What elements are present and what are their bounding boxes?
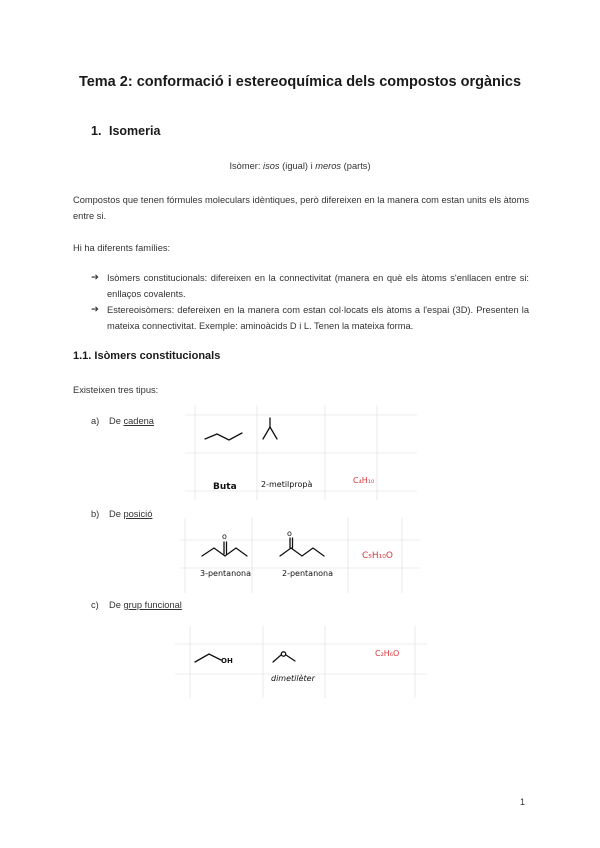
definition-meros-meaning: (parts) — [341, 161, 371, 171]
label-3-pentanone: 3-pentanona — [200, 569, 252, 578]
arrow-icon: ➔ — [91, 304, 99, 315]
sketch-posicio — [180, 518, 420, 593]
definition-meros: meros — [315, 161, 342, 171]
definition-prefix: Isòmer: — [229, 161, 264, 171]
oxygen-3-pentanone: o — [222, 532, 227, 541]
section-heading-isomeria — [91, 124, 160, 138]
section-number: 1. — [91, 124, 102, 138]
formula-cadena: C₄H₁₀ — [353, 476, 375, 485]
pentan-2-one-skeleton — [280, 538, 324, 556]
bullet-text: Isòmers constitucionals: difereixen en la connectivitat (manera en què els àtoms s'enllacen entre si: enllaços covalents. — [107, 273, 529, 299]
label-oh: OH — [221, 657, 233, 665]
types-intro: Existeixen tres tipus: — [73, 385, 159, 395]
formula-grup: C₂H₆O — [375, 649, 400, 658]
bullet-text: Estereoisòmers: defereixen en la manera com estan col·locats els àtoms a l'espai (3D). Presenten la mateixa connectivitat. Exemple: aminoàcids D i L. Tenen la mateixa forma. — [107, 305, 529, 331]
page-title: Tema 2: conformació i estereoquímica dels compostos orgànics — [78, 74, 522, 90]
section-title: Isomeria — [109, 124, 161, 138]
ethanol-skeleton — [195, 654, 221, 662]
type-item-posicio — [91, 509, 152, 519]
isobutane-skeleton — [263, 418, 277, 439]
arrow-icon: ➔ — [91, 272, 99, 283]
families-intro: Hi ha diferents famílies: — [73, 243, 171, 253]
type-label: c) — [91, 600, 99, 610]
label-2-pentanone: 2-pentanona — [282, 569, 334, 578]
label-butane: Buta — [213, 482, 237, 492]
grid-lines — [175, 626, 427, 698]
definition-line — [0, 158, 600, 174]
page-number: 1 — [520, 797, 526, 807]
type-prefix: De — [109, 600, 124, 610]
formula-posicio: C₅H₁₀O — [362, 551, 393, 561]
type-label: b) — [91, 509, 100, 519]
sketch-cadena — [185, 405, 417, 500]
type-label: a) — [91, 416, 100, 426]
dimethyl-ether-skeleton — [273, 652, 295, 662]
intro-paragraph: Compostos que tenen fórmules moleculars idèntiques, però difereixen en la manera com estan units els àtoms entre si. — [73, 195, 529, 221]
pentan-3-one-skeleton — [202, 542, 247, 556]
type-item-cadena — [91, 416, 154, 426]
type-name: posició — [123, 509, 153, 519]
label-dimethyl-ether: dimetilèter — [271, 674, 315, 683]
type-item-grup-funcional — [91, 600, 182, 610]
definition-isos-meaning: (igual) i — [279, 161, 316, 171]
bullet-constitucionals — [91, 270, 529, 302]
type-prefix: De — [109, 416, 124, 426]
label-isobutane: 2-metilpropà — [261, 480, 313, 489]
type-prefix: De — [109, 509, 124, 519]
type-name: grup funcional — [123, 600, 182, 610]
oxygen-2-pentanone: o — [287, 529, 292, 538]
definition-isos: isos — [263, 161, 280, 171]
type-name: cadena — [123, 416, 154, 426]
sketch-grup-funcional — [175, 626, 427, 698]
butane-skeleton — [205, 433, 242, 440]
subsection-heading: 1.1. Isòmers constitucionals — [73, 350, 221, 362]
bullet-estereoisomers — [91, 302, 529, 334]
